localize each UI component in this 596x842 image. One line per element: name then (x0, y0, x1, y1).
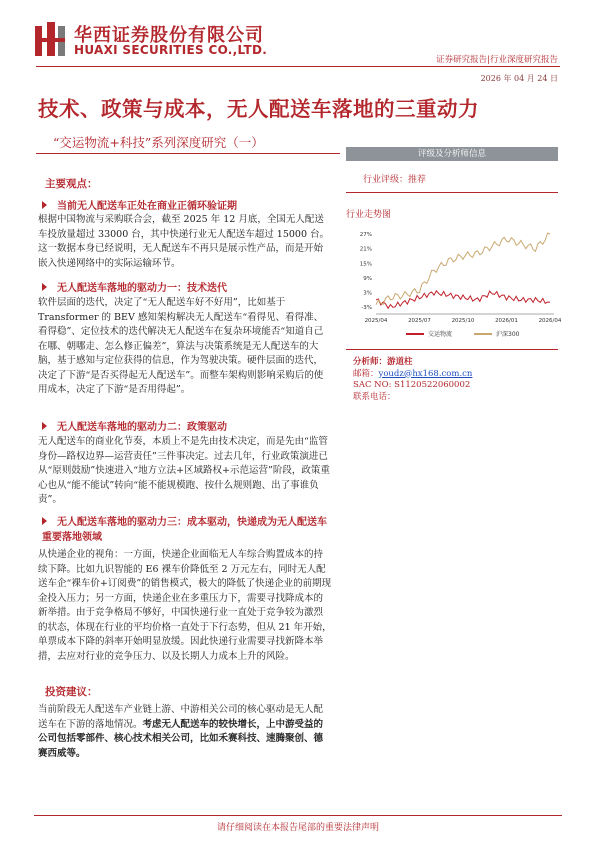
footer-disclaimer: 请仔细阅读在本报告尾部的重要法律声明 (216, 823, 379, 833)
sidebar-divider-2 (346, 349, 558, 350)
y-tick-label: 3% (363, 290, 372, 297)
performance-chart (346, 224, 561, 342)
analyst-info: 分析师：游道柱 邮箱：youdz@hx168.com.cn SAC NO: S1120522060002 联系电话： (353, 357, 473, 402)
series-line-2 (376, 233, 550, 305)
report-type: 证券研究报告|行业深度研究报告 (436, 55, 558, 65)
y-tick-label: -3% (361, 305, 372, 312)
report-title: 技术、政策与成本，无人配送车落地的三重动力 (38, 97, 479, 121)
x-tick-label: 2026/01 (495, 318, 518, 324)
section-body-3: 无人配送车的商业化节奏，本质上不是先由技术决定，而是先由“监管身份—路权边界—运营责任”三件事决定。过去几年，行业政策演进已从“原则鼓励”快速进入“地方立法+区域路权+示范运营”阶段，政策重心也从“能不能试”转向“能不能规模跑、按什么规则跑、出了事谁负责”。 (38, 436, 330, 505)
section-body-1: 根据中国物流与采购联合会，截至 2025 年 12 月底，全国无人配送车投放量超过 33000 台，其中快递行业无人配送车超过 15000 台。这一数据本身已经说明，无人配送车不再只是展示性产品，而是开始嵌入快递网络中的实际运输环节。 (38, 214, 330, 269)
invest-title: 投资建议： (45, 686, 98, 698)
performance-title: 行业走势图 (346, 210, 392, 220)
bullet-triangle-icon (42, 422, 47, 430)
x-tick-label: 2025/10 (451, 318, 475, 324)
logo-cn: 华西证券股份有限公司 (74, 25, 264, 46)
industry-rating: 行业评级：推荐 (363, 175, 427, 185)
y-tick-label: 27% (359, 232, 372, 238)
sidebar-divider (346, 192, 558, 193)
section-head-2: 无人配送车落地的驱动力一：技术迭代 (42, 279, 227, 294)
legend-label-1: 交运物流 (428, 331, 453, 338)
company-logo-icon (35, 22, 65, 56)
logo-en: HUAXI SECURITIES CO.,LTD. (74, 43, 268, 57)
section-body-4: 从快递企业的视角：一方面，快递企业面临无人车综合购置成本的持续下降。比如九识智能的 E6 裸车价降低至 2 万元左右，同时无人配送车企“裸车价+订阅费”的销售模式，极大的降低了快递企业的前期现金投入压力；另一方面，快递企业在多重压力下，需要寻找降成本的新举措。由于竞争格局不够好，中国快递行业一直处于竞争较为激烈的状态，体现在行业的平均价格一直处于下行态势，但从 21 年开始，单票成本下降的斜率开始明显放缓。因此快递行业需要寻找新降本举措，去应对行业的竞争压力、以及长期人力成本上升的风险。 (38, 549, 332, 662)
phone-label: 联系电话： (353, 391, 396, 402)
report-subtitle: “交运物流+科技”系列深度研究（一） (53, 135, 264, 150)
bullet-triangle-icon (42, 517, 47, 525)
header-divider (36, 66, 560, 67)
email-link[interactable]: youdz@hx168.com.cn (378, 368, 473, 379)
bullet-triangle-icon (42, 283, 47, 291)
sidebar-header: 评级及分析师信息 (346, 147, 558, 161)
invest-body: 当前阶段无人配送车产业链上游、中游相关公司的核心驱动是无人配送车在下游的落地情况。考虑无人配送车的较快增长，上中游受益的公司包括零部件、核心技术相关公司，比如禾赛科技、速腾聚创、德赛西威等。 (38, 704, 324, 759)
x-tick-label: 2025/07 (408, 318, 431, 324)
report-date: 2026 年 04 月 24 日 (480, 74, 558, 83)
y-tick-label: 15% (359, 261, 372, 268)
sac-number: SAC NO: S1120522060002 (353, 380, 471, 390)
x-tick-label: 2025/04 (364, 318, 388, 324)
y-tick-label: 21% (359, 246, 372, 253)
points-title: 主要观点： (45, 178, 98, 190)
section-head-4: 无人配送车落地的驱动力三：成本驱动，快递成为无人配送车重要落地领域 (42, 517, 327, 543)
section-head-1: 当前无人配送车正处在商业正循环验证期 (42, 197, 237, 212)
bullet-triangle-icon (42, 201, 47, 209)
y-tick-label: 9% (363, 275, 372, 282)
subtitle-divider (36, 153, 340, 154)
footer-divider (34, 815, 562, 816)
series-line-1 (376, 291, 550, 309)
section-body-2: 软件层面的迭代，决定了“无人配送车好不好用”，比如基于 Transformer 的 BEV 感知架构解决无人配送车“看得见、看得准、看得稳”、定位技术的迭代解决无人配送车在复杂环境能否“知道自己在哪、朝哪走、怎么修正偏差”，算法与决策系统是无人配送车的大脑，基于感知与定位获得的信息，作为驾驶决策。硬件层面的迭代，决定了下游“是否买得起无人配送车”。而整车架构则影响采购后的使用成本，决定了下游“是否用得起”。 (38, 297, 324, 395)
section-head-3: 无人配送车落地的驱动力二：政策驱动 (42, 418, 227, 433)
legend-label-2: 沪深300 (496, 331, 520, 338)
x-tick-label: 2026/04 (538, 318, 561, 324)
